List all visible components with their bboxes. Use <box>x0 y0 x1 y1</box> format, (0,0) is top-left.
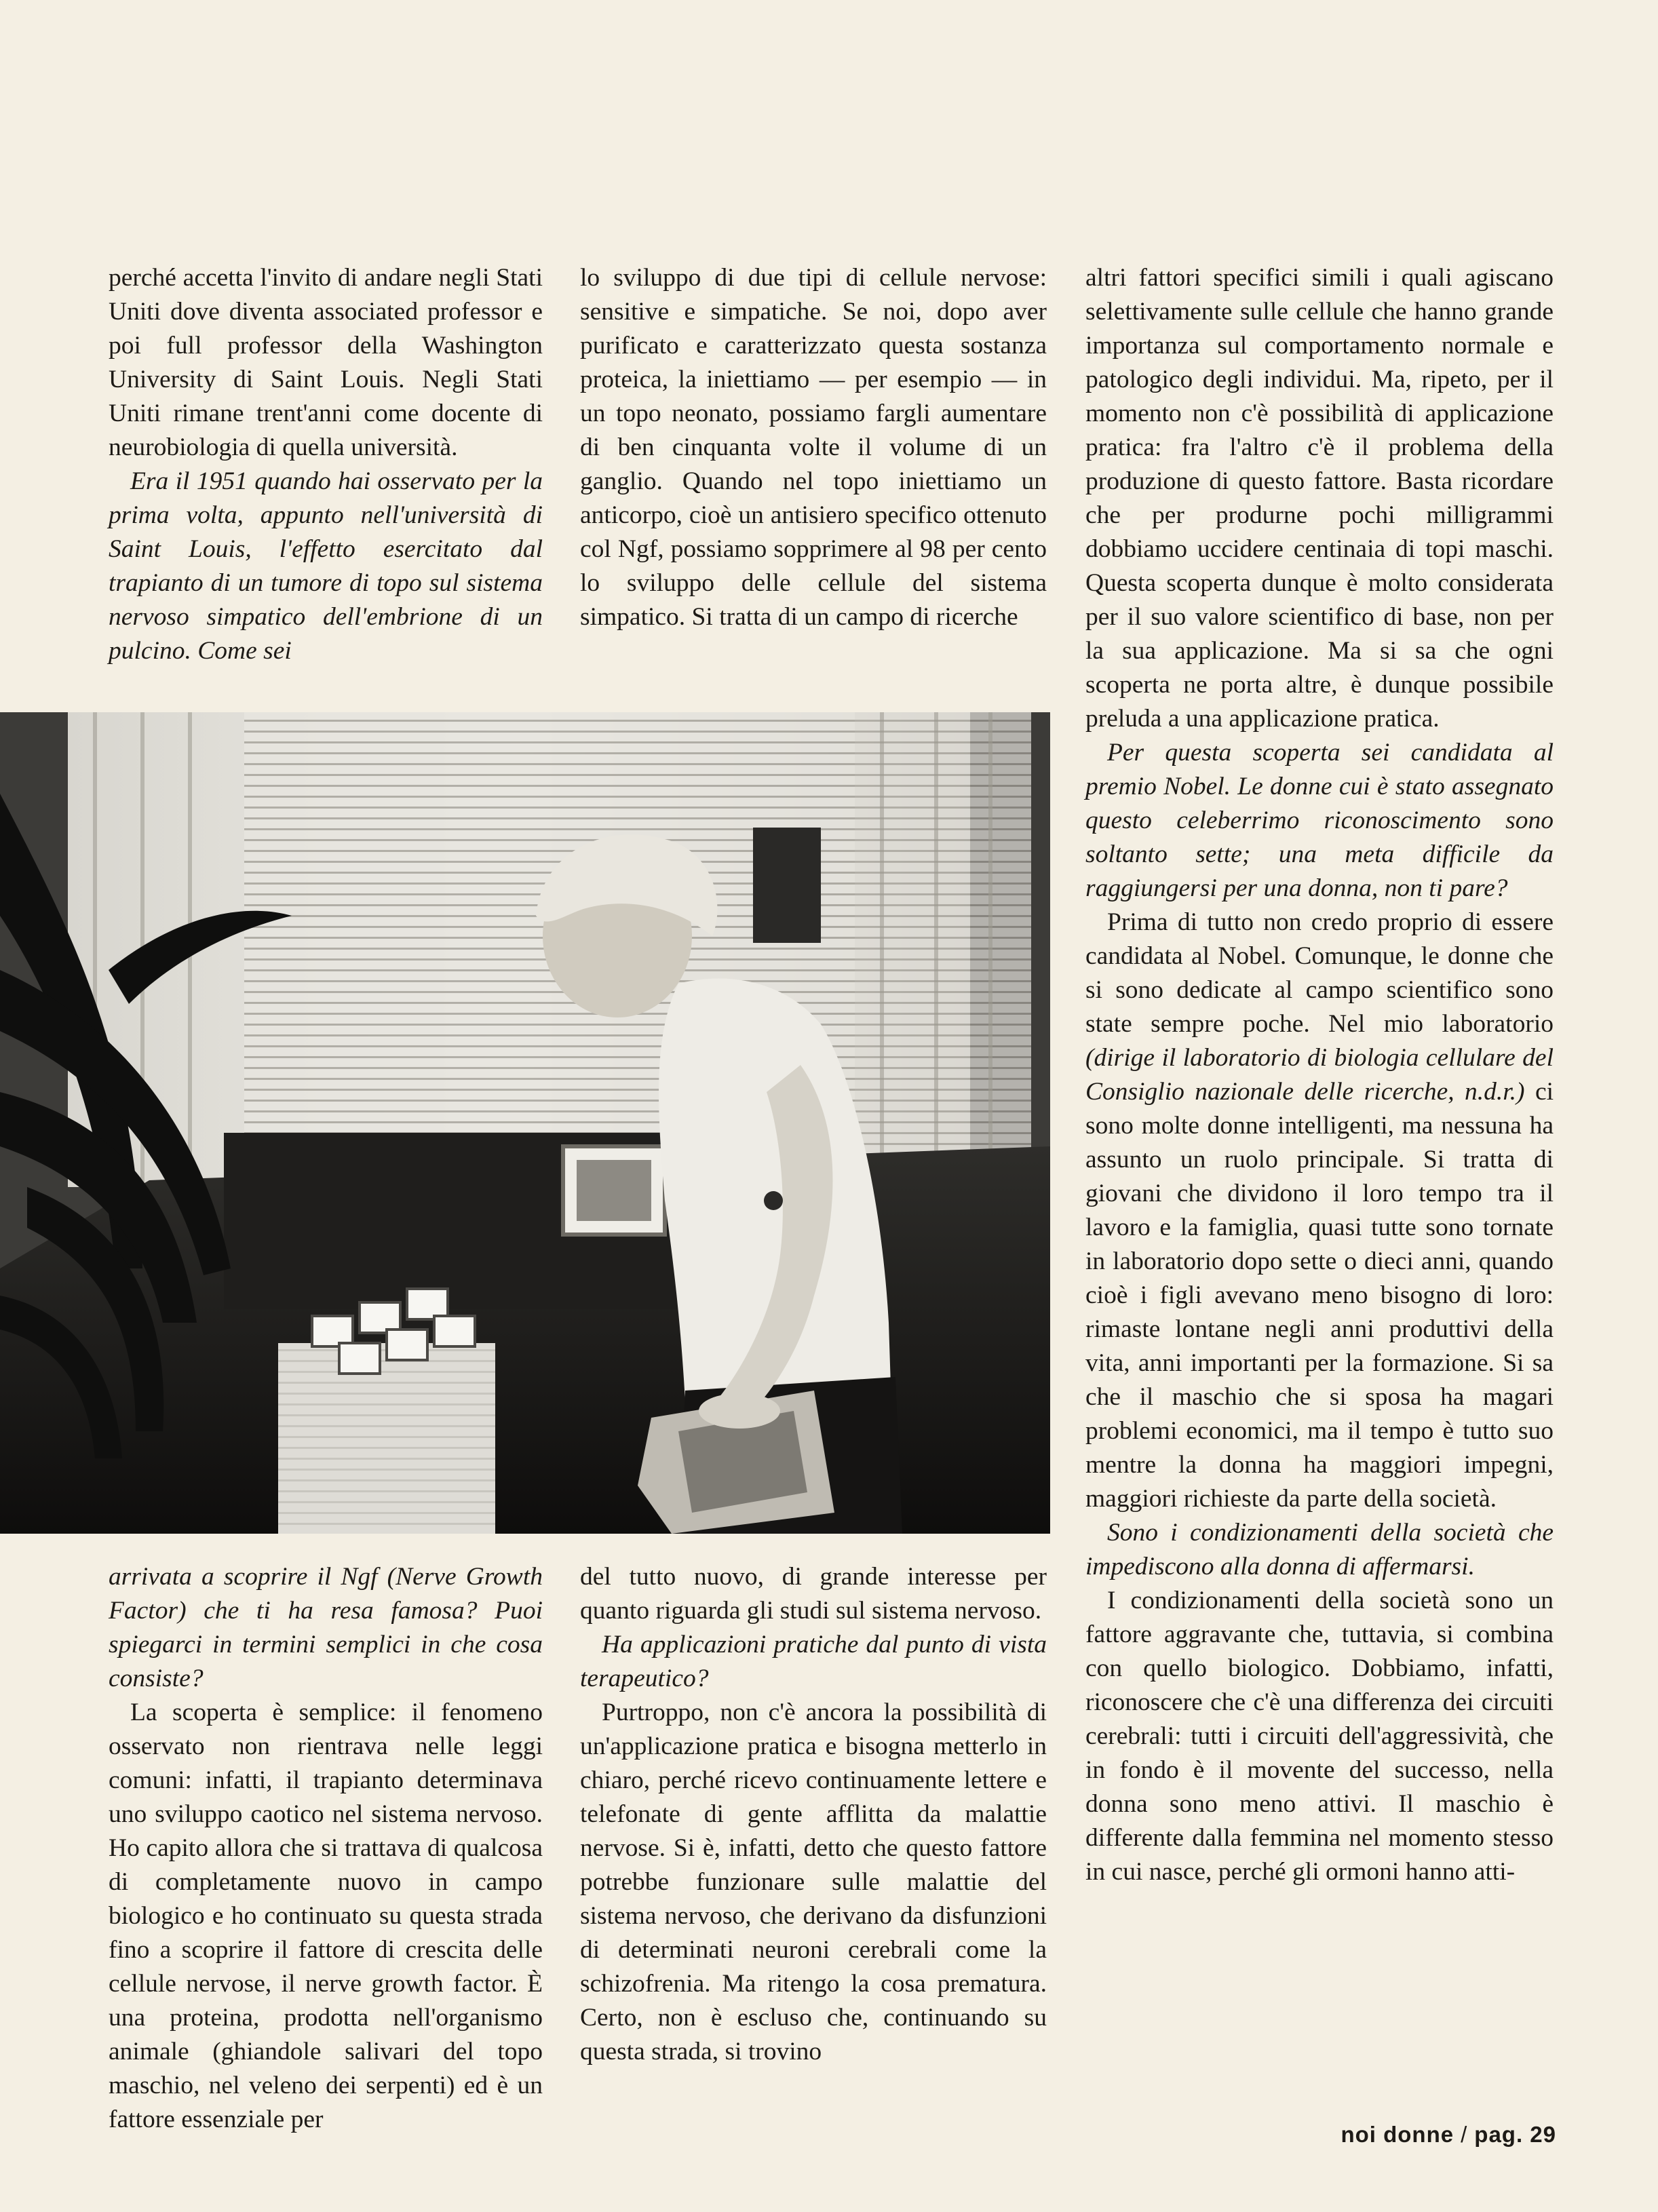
article-column-2-bottom <box>580 1560 1047 2069</box>
answer-paragraph: I condizionamenti della società sono un fattore aggravante che, tuttavia, si combina con quello biologico. Dobbiamo, infatti, riconoscere che c'è una differenza dei circuiti cerebrali: tutti i circuiti dell'aggressività, che in fondo è il movente del successo, nella donna sono meno attivi. Il maschio è differente dalla femmina nel momento stesso in cui nasce, perché gli ormoni hanno atti- <box>1085 1587 1554 1886</box>
article-column-1-bottom <box>109 1560 543 2137</box>
answer-text: Prima di tutto non credo proprio di essere candidata al Nobel. Comunque, le donne che si sono dedicate al campo scientifico sono state sempre poche. Nel mio laboratorio <box>1085 908 1554 1038</box>
interview-question: Per questa scoperta sei candidata al premio Nobel. Le donne cui è stato assegnato questo celeberrimo riconoscimento sono soltanto sette; una meta difficile da raggiungersi per una donna, non ti pare? <box>1085 739 1554 902</box>
interview-question: Era il 1951 quando hai osservato per la prima volta, appunto nell'università di Saint Louis, l'effetto esercitato dal trapianto di un tumore di topo sul sistema nervoso simpatico dell'embrione di un pulcino. Come sei <box>109 467 543 665</box>
article-column-1-top <box>109 261 543 668</box>
answer-paragraph <box>1085 906 1554 1516</box>
footer-separator: / <box>1461 2122 1468 2147</box>
article-column-2-top <box>580 261 1047 634</box>
editor-note: (dirige il laboratorio di biologia cellulare del Consiglio nazionale delle ricerche, n.d.r.) <box>1085 1044 1554 1106</box>
interview-question: Ha applicazioni pratiche dal punto di vista terapeutico? <box>580 1631 1047 1692</box>
paragraph: altri fattori specifici simili i quali agiscano selettivamente sulle cellule che hanno grande importanza sul comportamento normale e patologico degli individui. Ma, ripeto, per il momento non c'è possibilità di applicazione pratica: fra l'altro c'è il problema della produzione di questo fattore. Basta ricordare che per produrne pochi milligrammi dobbiamo uccidere centinaia di topi maschi. Questa scoperta dunque è molto considerata per il suo valore scientifico di base, non per la sua applicazione. Ma si sa che ogni scoperta ne porta altre, è dunque possibile preluda a una applicazione pratica. <box>1085 264 1554 733</box>
paragraph: del tutto nuovo, di grande interesse per quanto riguarda gli studi sul sistema nervoso. <box>580 1563 1047 1625</box>
page-footer <box>1341 2122 1556 2148</box>
photo-scientist-at-desk <box>0 712 1050 1534</box>
answer-paragraph: La scoperta è semplice: il fenomeno osservato non rientrava nelle leggi comuni: infatti, il trapianto determinava uno sviluppo caotico nel sistema nervoso. Ho capito allora che si trattava di qualcosa di completamente nuovo in campo biologico e ho continuato su questa strada fino a scoprire il fattore di crescita delle cellule nervose, il nerve growth factor. È una proteina, prodotta nell'organismo animale (ghiandole salivari del topo maschio, nel veleno dei serpenti) ed è un fattore essenziale per <box>109 1699 543 2133</box>
paragraph: perché accetta l'invito di andare negli Stati Uniti dove diventa associated professor e poi full professor della Washington University di Saint Louis. Negli Stati Uniti rimane trent'anni come docente di neurobiologia di quella università. <box>109 264 543 461</box>
answer-paragraph: Purtroppo, non c'è ancora la possibilità di un'applicazione pratica e bisogna metterlo in chiaro, perché ricevo continuamente lettere e telefonate di gente afflitta da malattie nervose. Si è, infatti, detto che questo fattore potrebbe funzionare sulle malattie del sistema nervoso, che derivano da disfunzioni di determinati neuroni cerebrali come la schizofrenia. Ma ritengo la cosa prematura. Certo, non è escluso che, continuando su questa strada, si trovino <box>580 1699 1047 2065</box>
interview-question: arrivata a scoprire il Ngf (Nerve Growth Factor) che ti ha resa famosa? Puoi spiegarci in termini semplici in che cosa consiste? <box>109 1563 543 1692</box>
page-number: pag. 29 <box>1474 2122 1556 2147</box>
answer-text: ci sono molte donne intelligenti, ma nessuna ha assunto un ruolo principale. Si tratta di giovani che dividono il loro tempo tra il lavoro e la famiglia, quasi tutte sono tornate in laboratorio dopo sette o dieci anni, quando cioè i figli avevano meno bisogno di loro: rimaste lontane negli anni produttivi della vita, anni importanti per la formazione. Si sa che il maschio che si sposa ha magari problemi economici, ma il tempo è tutto suo mentre la donna ha maggiori impegni, maggiori richieste da parte della società. <box>1085 1078 1554 1513</box>
paragraph: lo sviluppo di due tipi di cellule nervose: sensitive e simpatiche. Se noi, dopo aver purificato e caratterizzato questa sostanza proteica, la iniettiamo — per esempio — in un topo neonato, possiamo fargli aumentare di ben cinquanta volte il volume di un ganglio. Quando nel topo iniettiamo un anticorpo, cioè un antisiero specifico ottenuto col Ngf, possiamo sopprimere al 98 per cento lo sviluppo delle cellule del sistema simpatico. Si tratta di un campo di ricerche <box>580 264 1047 631</box>
article-column-3 <box>1085 261 1554 1889</box>
interview-question: Sono i condizionamenti della società che impediscono alla donna di affermarsi. <box>1085 1519 1554 1580</box>
magazine-name: noi donne <box>1341 2122 1454 2147</box>
photo-illustration <box>0 712 1050 1534</box>
